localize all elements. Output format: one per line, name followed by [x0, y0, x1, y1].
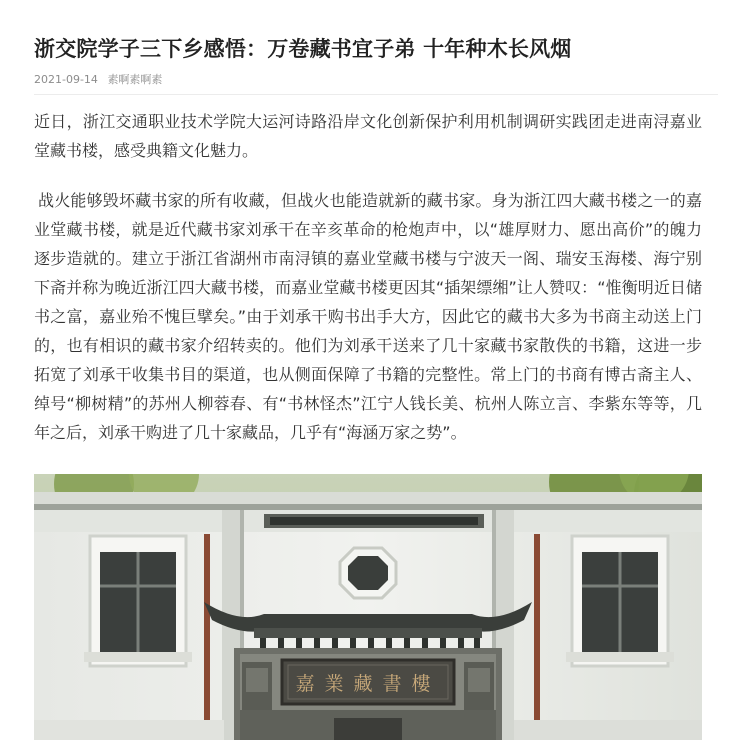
article [34, 0, 718, 447]
author-link[interactable]: 素啊素啊素 [107, 73, 163, 86]
article-photo-library-building [34, 474, 702, 740]
article-meta [34, 72, 718, 95]
signboard-text: 嘉業藏書樓 [295, 673, 441, 695]
article-paragraph-body: 战火能够毁坏藏书家的所有收藏，但战火也能造就新的藏书家。身为浙江四大藏书楼之一的嘉业堂藏书楼，就是近代藏书家刘承干在辛亥革命的枪炮声中，以“雄厚财力、愿出高价”的魄力逐步造就的。建立于浙江省湖州市南浔镇的嘉业堂藏书楼与宁波天一阁、瑞安玉海楼、海宁别下斋并称为晚近浙江四大藏书楼，而嘉业堂藏书楼更因其“插架缥缃”让人赞叹：“惟衡明近日储书之富，嘉业殆不愧巨擘矣。”由于刘承干购书出手大方，因此它的藏书大多为书商主动送上门的，也有相识的藏书家介绍转卖的。他们为刘承干送来了几十家藏书家散佚的书籍，这进一步拓宽了刘承干收集书目的渠道，也从侧面保障了书籍的完整性。常上门的书商有博古斋主人、绰号“柳树精”的苏州人柳蓉春、有“书林怪杰”江宁人钱长美、杭州人陈立言、李紫东等等，几年之后，刘承干购进了几十家藏品，几乎有“海涵万家之势”。 [34, 191, 702, 442]
article-title: 浙交院学子三下乡感悟：万卷藏书宜子弟 十年种木长风烟 [34, 37, 572, 61]
article-paragraph-intro: 近日，浙江交通职业技术学院大运河诗路沿岸文化创新保护利用机制调研实践团走进南浔嘉业堂藏书楼，感受典籍文化魅力。 [34, 112, 702, 160]
publish-date: 2021-09-14 [34, 73, 98, 86]
